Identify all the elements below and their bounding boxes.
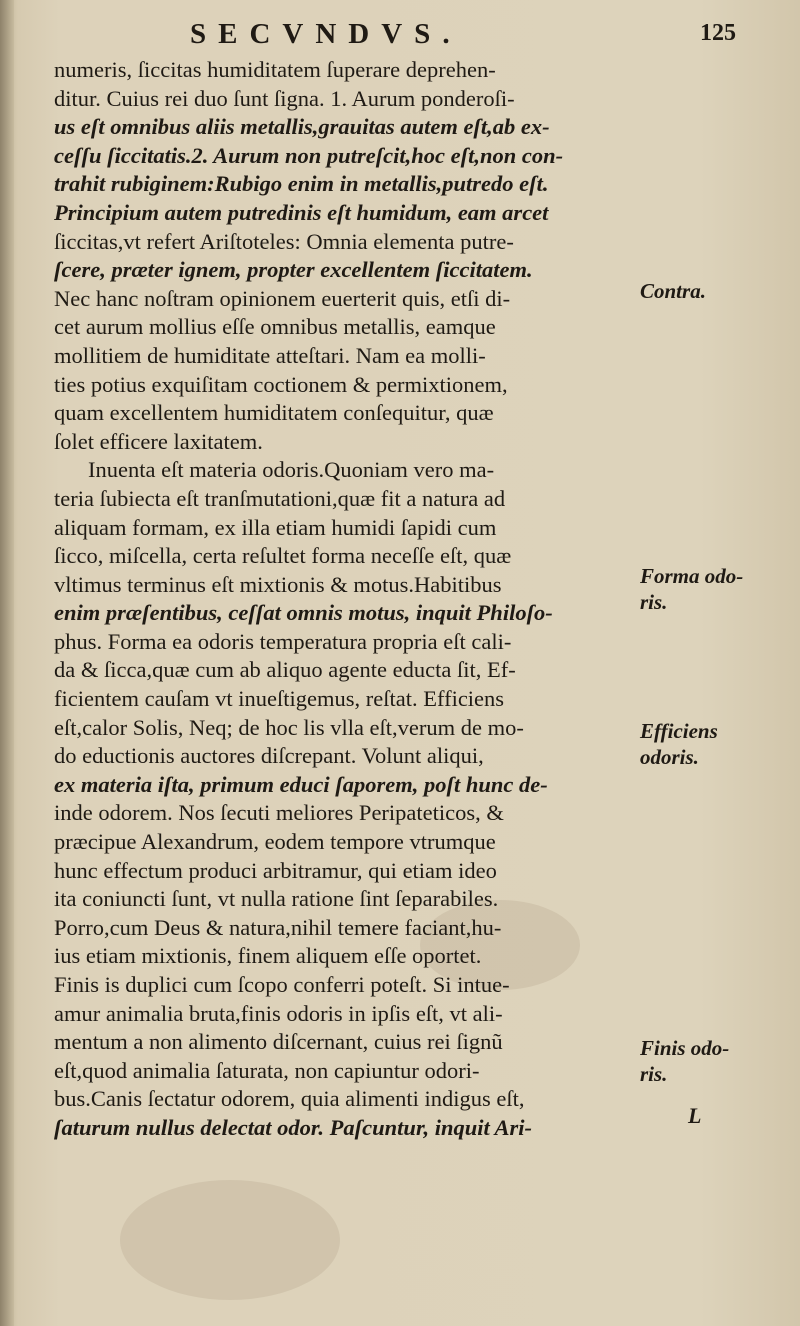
text-line: ſcere, præter ignem, propter excellentem ſiccitatem. xyxy=(54,257,533,283)
text-line: eſt,calor Solis, Neq; de hoc lis vlla eſt,verum de mo- xyxy=(54,714,524,740)
text-line: cet aurum mollius eſſe omnibus metallis, eamque xyxy=(54,314,496,340)
text-line: inde odorem. Nos ſecuti meliores Peripateticos, & xyxy=(54,800,504,826)
margin-note-efficiens: Efficiens xyxy=(640,719,718,743)
text-line: ius etiam mixtionis, finem aliquem eſſe oportet. xyxy=(54,943,482,969)
paper-stain xyxy=(120,1180,340,1300)
text-line: eſt,quod animalia ſaturata, non capiuntur odori- xyxy=(54,1057,480,1083)
margin-note-forma-odoris: Forma odo- xyxy=(640,564,744,588)
text-line: hunc effectum produci arbitramur, qui etiam ideo xyxy=(54,857,497,883)
text-line: mollitiem de humiditate atteſtari. Nam ea molli- xyxy=(54,342,486,368)
text-line: ties potius exquiſitam coctionem & permixtionem, xyxy=(54,371,508,397)
text-line: quam excellentem humiditatem conſequitur, quæ xyxy=(54,400,494,426)
text-line: Inuenta eſt materia odoris.Quoniam vero ma- xyxy=(88,457,495,483)
text-line: mentum a non alimento diſcernant, cuius rei ſignũ xyxy=(54,1029,503,1055)
page-number: 125 xyxy=(700,20,736,46)
text-line: præcipue Alexandrum, eodem tempore vtrumque xyxy=(54,829,496,855)
text-line: da & ſicca,quæ cum ab aliquo agente educta ſit, Ef- xyxy=(54,657,516,683)
text-line: aliquam formam, ex illa etiam humidi ſapidi cum xyxy=(54,514,497,540)
text-line: enim præſentibus, ceſſat omnis motus, inquit Philoſo- xyxy=(54,600,553,626)
marginalia xyxy=(640,0,800,1326)
text-line: ſicco, miſcella, certa reſultet forma neceſſe eſt, quæ xyxy=(54,543,512,569)
text-line: Porro,cum Deus & natura,nihil temere faciant,hu- xyxy=(54,914,502,940)
text-line: ſiccitas,vt refert Ariſtoteles: Omnia elementa putre- xyxy=(54,228,514,254)
text-line: Principium autem putredinis eſt humidum, eam arcet xyxy=(54,199,549,225)
text-line: ceſſu ſiccitatis.2. Aurum non putreſcit,hoc eſt,non con- xyxy=(54,142,564,168)
text-line: teria ſubiecta eſt tranſmutationi,quæ fit a natura ad xyxy=(54,485,506,511)
text-line: Nec hanc noſtram opinionem euerterit quis, etſi di- xyxy=(54,285,511,311)
text-line: bus.Canis ſectatur odorem, quia alimenti indigus eſt, xyxy=(54,1086,525,1112)
margin-note-finis-odoris: Finis odo- xyxy=(640,1036,730,1060)
margin-note-finis-odoris-cont: ris. xyxy=(640,1062,668,1086)
text-line: ficientem cauſam vt inueſtigemus, reſtat. Efficiens xyxy=(54,686,505,712)
body-text xyxy=(54,56,639,1143)
text-line: do eductionis auctores diſcrepant. Volunt aliqui, xyxy=(54,743,484,769)
text-line: amur animalia bruta,finis odoris in ipſis eſt, vt ali- xyxy=(54,1000,503,1026)
text-line: us eſt omnibus aliis metallis,grauitas autem eſt,ab ex- xyxy=(54,114,550,140)
running-title: SECVNDVS. xyxy=(190,18,462,50)
margin-note-efficiens-cont: odoris. xyxy=(640,745,699,769)
text-line: ſolet efficere laxitatem. xyxy=(54,428,263,454)
margin-note-contra: Contra. xyxy=(640,279,706,303)
text-line: ita coniuncti ſunt, vt nulla ratione ſint ſeparabiles. xyxy=(54,886,499,912)
text-line: ſaturum nullus delectat odor. Paſcuntur, inquit Ari- xyxy=(54,1114,533,1140)
text-line: ditur. Cuius rei duo ſunt ſigna. 1. Aurum ponderoſi- xyxy=(54,85,515,111)
binding-gutter xyxy=(0,0,14,1326)
signature-mark: L xyxy=(688,1103,702,1128)
text-line: phus. Forma ea odoris temperatura propria eſt cali- xyxy=(54,628,512,654)
text-line: ex materia iſta, primum educi ſaporem, poſt hunc de- xyxy=(54,771,548,797)
text-line: Finis is duplici cum ſcopo conferri poteſt. Si intue- xyxy=(54,972,510,997)
text-line: trahit rubiginem:Rubigo enim in metallis,putredo eſt. xyxy=(54,171,549,197)
margin-note-forma-odoris-cont: ris. xyxy=(640,590,668,614)
text-line: vltimus terminus eſt mixtionis & motus.Habitibus xyxy=(54,571,502,597)
text-line: numeris, ſiccitas humiditatem ſuperare deprehen- xyxy=(54,57,496,82)
